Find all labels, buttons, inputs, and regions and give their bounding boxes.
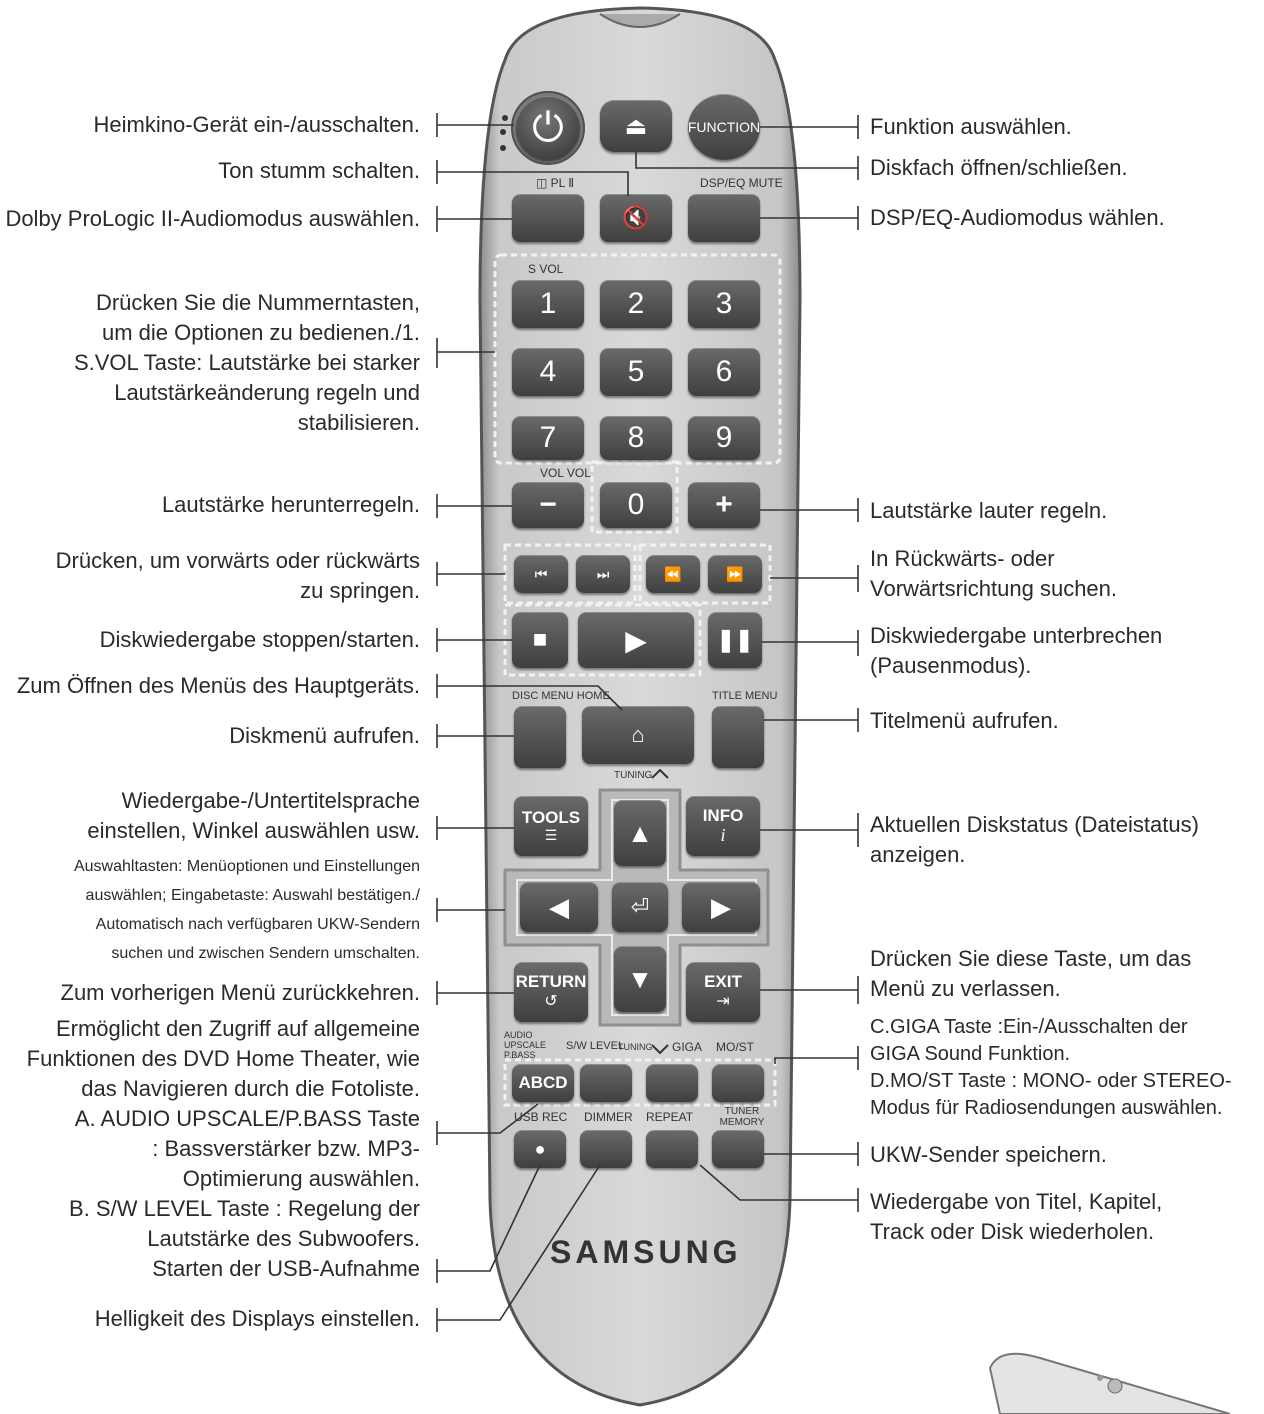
play-button[interactable] [578,612,694,668]
row-d-silk-label: MO/ST [716,1040,754,1054]
label-line: zu springen. [300,578,420,603]
number-2-button[interactable]: 2 [600,280,672,328]
label-stop-play [100,625,420,655]
label-line: anzeigen. [870,842,966,867]
row-b-silk-label: S/W LEVEL [566,1040,625,1052]
volume-down-button[interactable]: − [512,482,584,528]
label-line: Diskwiedergabe stoppen/starten. [99,627,420,652]
label-mute [218,156,420,186]
repeat-silk-label: REPEAT [646,1110,694,1124]
label-line: Aktuellen Diskstatus (Dateistatus) [870,812,1199,837]
arrow-right-icon: ▶ [711,891,731,922]
label-line: Helligkeit des Displays einstellen. [94,1306,420,1331]
label-dimmer [95,1304,420,1334]
label-line: Wiedergabe-/Untertitelsprache [121,788,420,813]
label-line: GIGA Sound Funktion. [870,1043,1071,1065]
label-line: das Navigieren durch die Fotoliste. [81,1076,420,1101]
skip-forward-button[interactable] [576,555,630,593]
number-4-button[interactable]: 4 [512,348,584,396]
exit-icon: ⇥ [716,993,730,1010]
label-line: Ton stumm schalten. [218,158,420,183]
arrow-left-button[interactable] [520,882,598,932]
label-line: Track oder Disk wiederholen. [870,1219,1155,1244]
dsp-eq-button[interactable] [688,194,760,242]
number-5-button[interactable]: 5 [600,348,672,396]
label-power [94,110,420,140]
label-function [870,112,1072,142]
info-button[interactable]: INFO i [686,796,760,856]
label-line: einstellen, Winkel auswählen usw. [87,818,420,843]
label-line: Lautstärke des Subwoofers. [147,1226,420,1251]
label-line: suchen und zwischen Sendern umschalten. [111,945,420,962]
label-line: Optimierung auswählen. [182,1166,420,1191]
label-line: um die Optionen zu bedienen./1. [101,320,420,345]
samsung-logo: SAMSUNG [550,1234,742,1270]
skip-forward-icon: ⏭ [596,565,610,582]
label-line: Titelmenü aufrufen. [870,708,1059,733]
label-return [61,978,421,1008]
arrow-up-button[interactable] [614,800,666,866]
row-tuning-silk-label: TUNING [618,1042,653,1052]
label-title-menu [870,706,1059,736]
record-icon: ● [534,1138,546,1159]
home-icon: ⌂ [631,722,645,747]
label-line: Modus für Radiosendungen auswählen. [870,1097,1223,1119]
svol-silk-label: S VOL [528,262,564,276]
stop-icon: ■ [532,626,548,653]
enter-icon: ⏎ [630,894,650,919]
number-6-button[interactable]: 6 [688,348,760,396]
tuner-memory-silk-label: TUNER MEMORY [719,1106,765,1128]
function-button[interactable]: FUNCTION [688,94,760,160]
label-line: Lautstärke herunterregeln. [161,492,420,517]
play-icon: ▶ [625,624,647,656]
repeat-button[interactable] [646,1130,698,1168]
label-usb-rec [152,1254,420,1284]
label-line: In Rückwärts- oder [870,546,1055,571]
label-line: (Pausenmodus). [870,653,1032,678]
dolby-silk-label: ◫ PL Ⅱ [536,176,575,190]
title-menu-button[interactable] [712,706,764,768]
power-icon: ⏻ [532,106,564,150]
pause-button[interactable] [708,612,762,668]
usb-rec-silk-label: USB REC [514,1110,568,1124]
label-line: Lautstärke lauter regeln. [870,498,1108,523]
arrow-left-icon: ◀ [549,891,569,922]
label-repeat [870,1187,1162,1247]
title-menu-silk-label: TITLE MENU [712,690,778,702]
row-c-silk-label: GIGA [672,1040,703,1054]
label-line: Funktion auswählen. [870,114,1072,139]
label-line: Diskwiedergabe unterbrechen [870,623,1163,648]
eject-icon: ⏏ [624,112,648,140]
label-line: Diskmenü aufrufen. [229,723,420,748]
label-line: Auswahltasten: Menüoptionen und Einstellungen [73,858,420,875]
label-line: Starten der USB-Aufnahme [152,1256,420,1281]
label-giga-most [870,1014,1232,1122]
abcd-button[interactable]: ABCD [512,1064,574,1102]
pause-icon: ❚❚ [716,627,754,652]
label-line: stabilisieren. [297,410,420,435]
arrow-right-button[interactable] [682,882,760,932]
stop-button[interactable] [512,612,568,668]
label-line: Drücken Sie diese Taste, um das [870,946,1192,971]
dimmer-silk-label: DIMMER [584,1110,633,1124]
label-disc-menu [229,721,420,751]
label-exit [870,944,1191,1004]
number-0-button[interactable]: 0 [600,482,672,528]
number-9-button[interactable]: 9 [688,416,760,460]
volvol-silk-label: VOL VOL [540,466,591,480]
label-volume-up [870,496,1107,526]
label-pause [870,621,1162,681]
tuner-memory-button[interactable] [712,1130,764,1168]
label-info [870,810,1199,870]
label-line: UKW-Sender speichern. [870,1142,1107,1167]
volume-up-button[interactable]: + [688,482,760,528]
label-line: Lautstärkeänderung regeln und [114,380,420,405]
label-abcd [27,1014,420,1254]
label-eject [870,153,1128,183]
label-home [17,671,420,701]
b-button[interactable] [580,1064,632,1102]
label-line: Wiedergabe von Titel, Kapitel, [870,1189,1163,1214]
rewind-icon: ⏪ [664,565,682,582]
c-button[interactable] [646,1064,698,1102]
label-line: Funktionen des DVD Home Theater, wie [26,1046,420,1071]
dolby-pl2-button[interactable] [512,194,584,242]
label-line: : Bassverstärker bzw. MP3- [152,1136,420,1161]
skip-back-button[interactable] [514,555,568,593]
rewind-button[interactable] [646,555,700,593]
disc-menu-button[interactable] [514,706,566,768]
tuning-up-silk-label: TUNING [614,770,653,781]
label-search [870,544,1117,604]
disc-home-silk-label: DISC MENU HOME [512,690,610,702]
mute-button[interactable] [600,194,672,242]
label-line: Zum vorherigen Menü zurückkehren. [60,980,420,1005]
tools-button[interactable]: TOOLS ☰ [514,796,588,856]
label-line: D.MO/ST Taste : MONO- oder STEREO- [870,1070,1232,1092]
label-line: Zum Öffnen des Menüs des Hauptgeräts. [16,673,420,698]
label-line: Diskfach öffnen/schließen. [870,155,1128,180]
fast-forward-icon: ⏩ [726,565,744,582]
label-line: Vorwärtsrichtung suchen. [870,576,1118,601]
home-button[interactable] [582,706,694,764]
exit-button[interactable]: EXIT ⇥ [686,962,760,1022]
label-line: S.VOL Taste: Lautstärke bei starker [73,350,420,375]
usb-rec-button[interactable] [514,1130,566,1168]
label-tools [87,786,420,846]
label-numbers [74,288,420,438]
label-line: B. S/W LEVEL Taste : Regelung der [69,1196,420,1221]
label-line: A. AUDIO UPSCALE/P.BASS Taste [74,1106,420,1131]
skip-back-icon: ⏮ [534,565,548,582]
number-8-button[interactable]: 8 [600,416,672,460]
label-skip [56,546,420,606]
label-tuner-memory [870,1140,1107,1170]
label-dsp [870,203,1165,233]
eject-button[interactable] [600,100,672,152]
number-3-button[interactable]: 3 [688,280,760,328]
label-line: Drücken Sie die Nummerntasten, [95,290,420,315]
label-line: C.GIGA Taste :Ein-/Ausschalten der [870,1016,1188,1038]
label-line: Menü zu verlassen. [870,976,1061,1001]
label-arrows [74,852,420,968]
remote-side-thumbnail [980,1338,1264,1414]
number-1-button[interactable]: 1 [512,280,584,328]
label-volume-down [162,490,420,520]
label-line: DSP/EQ-Audiomodus wählen. [870,205,1165,230]
fast-forward-button[interactable] [708,555,762,593]
label-line: Heimkino-Gerät ein-/ausschalten. [93,112,420,137]
arrow-down-icon: ▼ [627,963,653,994]
label-line: Dolby ProLogic II-Audiomodus auswählen. [5,206,420,231]
label-line: Ermöglicht den Zugriff auf allgemeine [55,1016,420,1041]
arrow-down-button[interactable] [614,946,666,1012]
label-line: auswählen; Eingabetaste: Auswahl bestätigen./ [85,887,420,904]
arrow-up-icon: ▲ [627,817,653,848]
dimmer-button[interactable] [580,1130,632,1168]
return-icon: ↺ [544,993,558,1010]
tools-icon: ☰ [544,826,558,843]
power-button[interactable] [516,96,580,160]
dsp-silk-label: DSP/EQ MUTE [700,176,783,190]
label-line: Automatisch nach verfügbaren UKW-Sendern [95,916,420,933]
d-button[interactable] [712,1064,764,1102]
label-dolby [5,204,420,234]
mute-icon: 🔇 [622,205,650,230]
enter-button[interactable] [612,882,668,932]
label-line: Drücken, um vorwärts oder rückwärts [55,548,420,573]
row-a-silk-label: AUDIO UPSCALE P.BASS [504,1030,547,1060]
number-7-button[interactable]: 7 [512,416,584,460]
return-button[interactable]: RETURN ↺ [514,962,588,1022]
